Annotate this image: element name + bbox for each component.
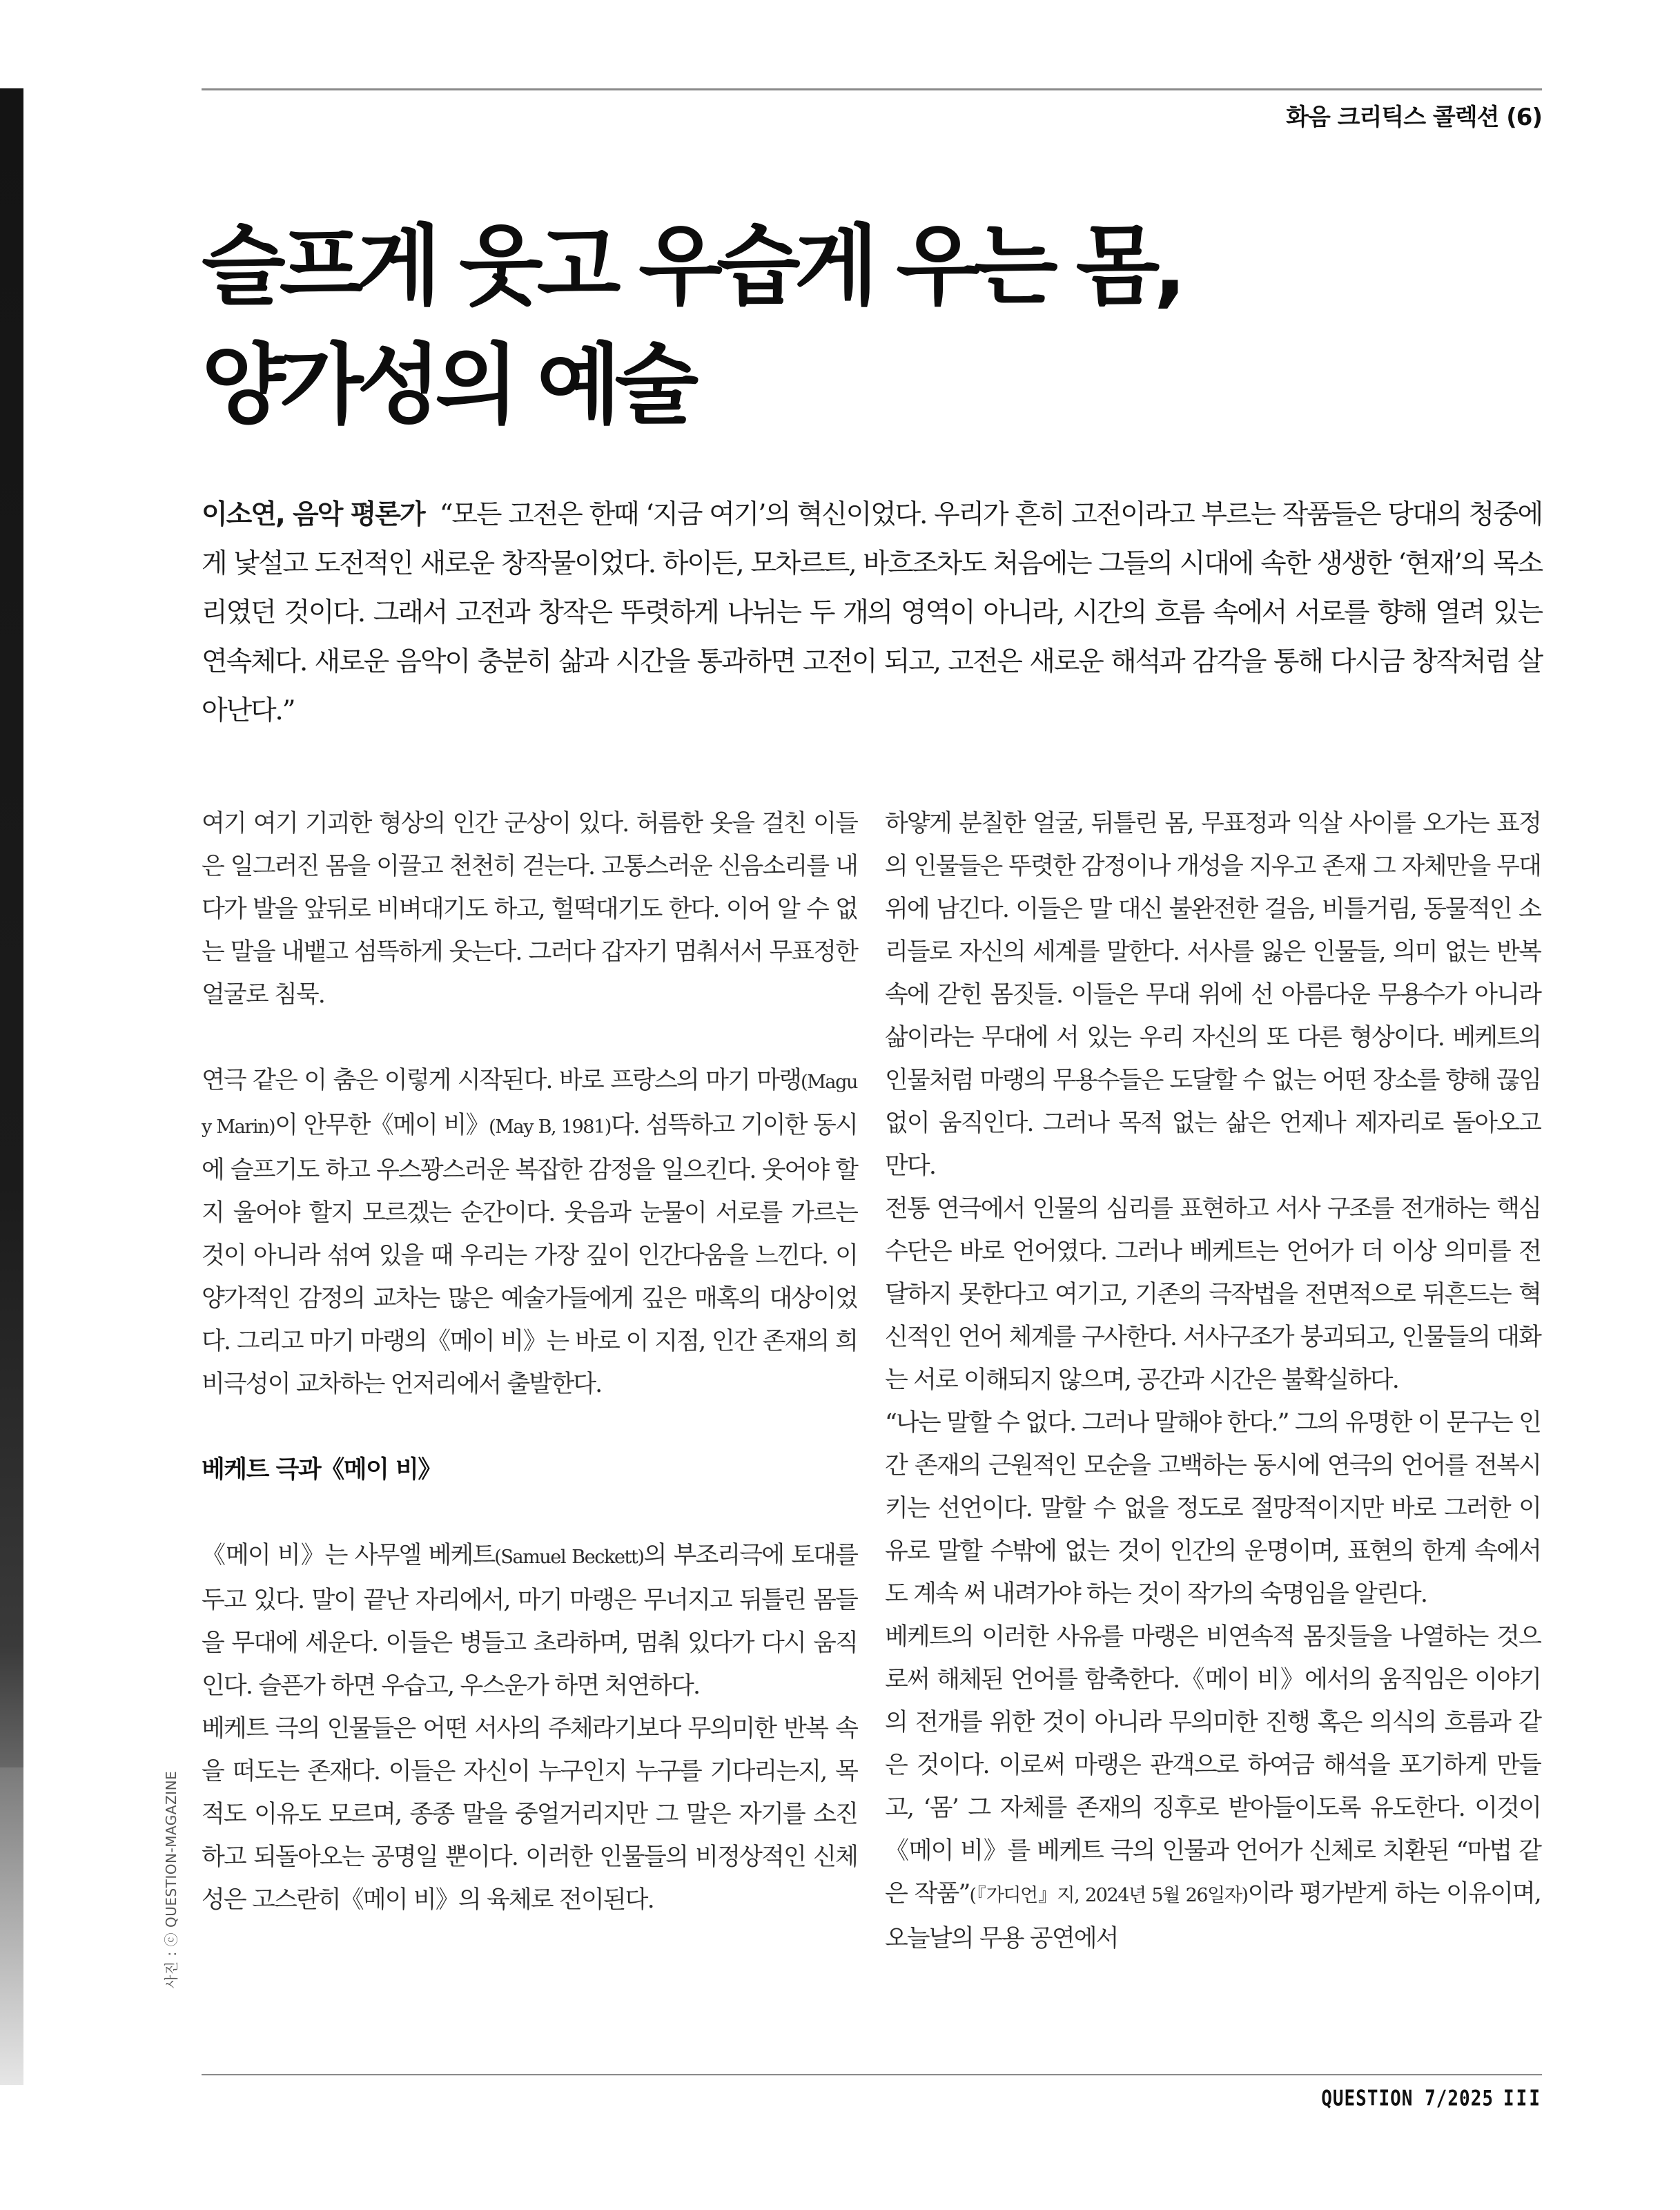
header-rule [202,88,1542,90]
left-column [202,802,857,1921]
folio-marker: III [1503,2086,1542,2111]
body-paragraph-1: 여기 여기 기괴한 형상의 인간 군상이 있다. 허름한 옷을 걸친 이들은 일그러진 몸을 이끌고 천천히 걷는다. 고통스러운 신음소리를 내다가 발을 앞뒤로 비벼대기도 하고, 헐떡대기도 한다. 이어 알 수 없는 말을 내뱉고 섬뜩하게 웃는다. 그러다 갑자기 멈춰서서 무표정한 얼굴로 침묵. [202,810,857,1009]
lede-paragraph [202,490,1542,735]
series-title: 화음 크리틱스 콜렉션 (6) [1286,104,1542,131]
text-run: 이라 평가받게 하는 이유이며, 오늘날의 무용 공연에서 [885,1880,1541,1952]
body-paragraph-3 [202,1534,857,1707]
lede-quote: “모든 고전은 한때 ‘지금 여기’의 혁신이었다. 우리가 흔히 고전이라고 부르는 작품들은 당대의 청중에게 낯설고 도전적인 새로운 창작물이었다. 하이든, 모차르트, 바흐조차도 처음에는 그들의 시대에 속한 생생한 ‘현재’의 목소리였던 것이다. 그래서 고전과 창작은 뚜렷하게 나뉘는 두 개의 영역이 아니라, 시간의 흐름 속에서 서로를 향해 열려 있는 연속체다. 새로운 음악이 충분히 삶과 시간을 통과하면 고전이 되고, 고전은 새로운 해석과 감각을 통해 다시금 창작처럼 살아난다.” [202,499,1542,726]
right-column [885,802,1541,1960]
text-run: 《메이 비》는 사무엘 베케트 [202,1542,495,1569]
body-paragraph-7: “나는 말할 수 없다. 그러나 말해야 한다.” 그의 유명한 이 문구는 인간 존재의 근원적인 모순을 고백하는 동시에 연극의 언어를 전복시키는 선언이다. 말할 수 없을 정도로 절망적이지만 바로 그러한 이유로 말할 수밖에 없는 것이 인간의 운명이며, 표현의 한계 속에서도 계속 써 내려가야 하는 것이 작가의 숙명임을 알린다. [885,1409,1541,1608]
text-run: 다. 섬뜩하고 기이한 동시에 슬프기도 하고 우스꽝스러운 복잡한 감정을 일으킨다. 웃어야 할지 울어야 할지 모르겠는 순간이다. 웃음과 눈물이 서로를 가르는 것이 아니라 섞여 있을 때 우리는 가장 깊이 인간다움을 느낀다. 이 양가적인 감정의 교차는 많은 예술가들에게 깊은 매혹의 대상이었다. 그리고 마기 마랭의《메이 비》는 바로 이 지점, 인간 존재의 희비극성이 교차하는 언저리에서 출발한다. [202,1112,857,1398]
photo-edge-fade [0,1767,23,2085]
body-paragraph-5: 하얗게 분칠한 얼굴, 뒤틀린 몸, 무표정과 익살 사이를 오가는 표정의 인물들은 뚜렷한 감정이나 개성을 지우고 존재 그 자체만을 무대 위에 남긴다. 이들은 말 대신 불완전한 걸음, 비틀거림, 동물적인 소리들로 자신의 세계를 말한다. 서사를 잃은 인물들, 의미 없는 반복 속에 갇힌 몸짓들. 이들은 무대 위에 선 아름다운 무용수가 아니라 삶이라는 무대에 서 있는 우리 자신의 또 다른 형상이다. 베케트의 인물처럼 마랭의 무용수들은 도달할 수 없는 어떤 장소를 향해 끊임없이 움직인다. 그러나 목적 없는 삶은 언제나 제자리로 돌아오고 만다. [885,810,1541,1180]
text-run: 이 안무한《메이 비》 [275,1112,489,1139]
title-line-2: 양가성의 예술 [202,334,693,436]
name-annotation: (Maguy Marin) [202,1072,857,1138]
title-line-1: 슬프게 웃고 우습게 우는 몸, [202,215,1181,317]
section-subhead: 베케트 극과《메이 비》 [202,1456,441,1484]
photo-credit: 사진 : ⓒ QUESTION-MAGAZINE [163,1770,179,1988]
citation: (『가디언』지, 2024년 5월 26일자) [969,1885,1248,1906]
name-annotation: (Samuel Beckett) [494,1547,644,1568]
work-annotation: (May B, 1981) [489,1116,611,1138]
folio-issue: QUESTION 7/2025 [1321,2086,1494,2111]
text-run: 연극 같은 이 춤은 이렇게 시작된다. 바로 프랑스의 마기 마랭 [202,1067,801,1094]
text-run: 베케트의 이러한 사유를 마랭은 비연속적 몸짓들을 나열하는 것으로써 해체된 언어를 함축한다.《메이 비》에서의 움직임은 이야기의 전개를 위한 것이 아니라 무의미한 진행 혹은 의식의 흐름과 같은 것이다. 이로써 마랭은 관객으로 하여금 해석을 포기하게 만들고, ‘몸’ 그 자체를 존재의 징후로 받아들이도록 유도한다. 이것이《메이 비》를 베케트 극의 인물과 언어가 신체로 치환된 “마법 같은 작품” [885,1623,1541,1908]
folio [1321,2086,1542,2111]
body-paragraph-6: 전통 연극에서 인물의 심리를 표현하고 서사 구조를 전개하는 핵심 수단은 바로 언어였다. 그러나 베케트는 언어가 더 이상 의미를 전달하지 못한다고 여기고, 기존의 극작법을 전면적으로 뒤흔드는 혁신적인 언어 체계를 구사한다. 서사구조가 붕괴되고, 인물들의 대화는 서로 이해되지 않으며, 공간과 시간은 불확실하다. [885,1195,1541,1394]
article-title [202,207,1513,445]
body-paragraph-8 [885,1616,1541,1960]
footer-rule [202,2074,1542,2075]
text-run: 의 부조리극에 토대를 두고 있다. 말이 끝난 자리에서, 마기 마랭은 무너지고 뒤틀린 몸들을 무대에 세운다. 이들은 병들고 초라하며, 멈춰 있다가 다시 움직인다. 슬픈가 하면 우습고, 우스운가 하면 처연하다. [202,1542,857,1700]
body-paragraph-4: 베케트 극의 인물들은 어떤 서사의 주체라기보다 무의미한 반복 속을 떠도는 존재다. 이들은 자신이 누구인지 누구를 기다리는지, 목적도 이유도 모르며, 종종 말을 중얼거리지만 그 말은 자기를 소진하고 되돌아오는 공명일 뿐이다. 이러한 인물들의 비정상적인 신체성은 고스란히《메이 비》의 육체로 전이된다. [202,1715,857,1914]
byline: 이소연, 음악 평론가 [202,499,424,530]
body-paragraph-2 [202,1059,857,1406]
